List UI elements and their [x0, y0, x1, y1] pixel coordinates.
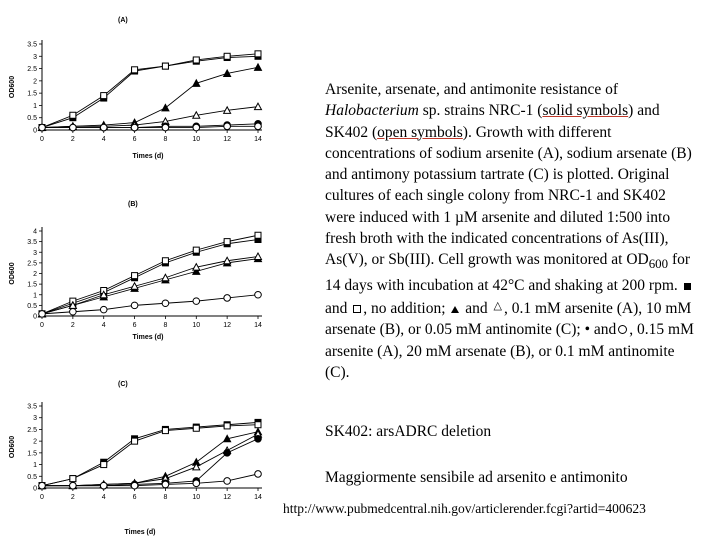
y-tick-label: 2 — [33, 78, 37, 86]
x-tick-label: 0 — [40, 494, 44, 501]
data-point-open-circle — [131, 302, 138, 309]
open-triangle-icon: △ — [493, 300, 502, 313]
data-point-open-square — [162, 258, 168, 264]
y-tick-label: 1 — [33, 102, 37, 110]
y-tick-label: 0 — [33, 127, 37, 135]
x-tick-label: 4 — [101, 322, 106, 329]
x-tick-label: 0 — [40, 136, 44, 143]
caption-dot-icon: • — [584, 321, 591, 339]
data-point-open-square — [132, 273, 138, 279]
data-point-open-square — [70, 476, 76, 482]
caption-and3: and — [590, 321, 617, 339]
y-tick-label: 1 — [33, 462, 37, 470]
x-axis-title: Times (d) — [124, 529, 156, 536]
data-point-open-circle — [193, 298, 200, 305]
data-point-open-square — [224, 423, 230, 429]
y-tick-label: 0.5 — [27, 302, 37, 310]
data-point-open-circle — [70, 308, 77, 315]
data-point-open-circle — [39, 482, 46, 489]
y-axis-title: OD600 — [9, 435, 16, 459]
x-tick-label: 10 — [192, 136, 201, 143]
y-tick-label: 3 — [33, 249, 37, 257]
data-point-open-circle — [131, 124, 138, 131]
data-point-open-circle — [162, 124, 169, 131]
x-tick-label: 8 — [163, 136, 168, 143]
x-tick-label: 10 — [192, 494, 201, 501]
caption-line1: Arsenite, arsenate, and antimonite resistance of — [325, 81, 619, 98]
data-point-filled-circle — [224, 450, 231, 457]
x-axis-title: Times (d) — [132, 153, 164, 160]
panel-label: (A) — [118, 17, 128, 24]
caption-line3a: and SK402 ( — [325, 102, 660, 141]
data-point-open-square — [101, 462, 107, 468]
x-tick-label: 2 — [70, 136, 75, 143]
data-point-open-square — [193, 57, 199, 63]
caption-line2b: ) — [628, 102, 634, 120]
y-tick-label: 2 — [33, 271, 37, 278]
data-point-filled-circle — [255, 436, 262, 443]
data-point-open-circle — [100, 124, 107, 131]
sensitivity-note: Maggiormente sensibile ad arsenito e antimonito — [325, 469, 628, 486]
x-tick-label: 2 — [70, 322, 75, 329]
caption-and2: and — [461, 300, 492, 318]
caption-and1: and — [325, 300, 352, 318]
chart-panel-a — [0, 0, 280, 165]
data-point-open-triangle — [255, 103, 262, 110]
data-point-open-circle — [224, 478, 231, 485]
data-point-open-square — [193, 247, 199, 253]
open-square-icon — [353, 305, 361, 313]
y-tick-label: 0.5 — [27, 115, 37, 123]
panel-label: (B) — [128, 201, 138, 208]
data-point-open-square — [255, 232, 261, 238]
x-tick-label: 12 — [223, 322, 232, 329]
caption-species: Halobacterium — [325, 102, 419, 120]
y-tick-label: 0 — [33, 313, 37, 321]
y-tick-label: 2.5 — [27, 426, 37, 434]
x-tick-label: 14 — [254, 136, 262, 143]
data-point-open-circle — [224, 123, 231, 130]
data-point-open-circle — [162, 481, 169, 488]
x-tick-label: 0 — [40, 322, 44, 329]
figure-caption — [325, 79, 697, 383]
x-tick-label: 8 — [163, 494, 168, 501]
caption-line2a: sp. strains NRC-1 ( — [418, 102, 543, 120]
filled-triangle-icon — [451, 306, 459, 313]
caption-line4: for 14 days with incubation at 42°C and shaking at 200 rpm. — [325, 251, 691, 294]
data-point-open-circle — [255, 123, 262, 130]
y-tick-label: 2 — [33, 438, 37, 446]
caption-solid-symbols: solid symbols — [542, 102, 629, 120]
x-tick-label: 10 — [192, 322, 201, 329]
x-tick-label: 6 — [132, 494, 137, 501]
x-tick-label: 2 — [70, 494, 75, 501]
data-point-open-square — [255, 422, 261, 428]
caption-line3b: ). Growth with different concentrations of sodium arsenite (A), sodium arsenate (B) and antimony potassium tartrate (C) is plotted. Original cultures of each single colony from NRC-1 and SK402 were induced with 1 µM arsenite and diluted 1:500 into fresh broth with the indicated concentrations of As(III), As(V), or Sb(III). Cell growth was monitored at OD — [325, 123, 692, 269]
data-point-open-circle — [193, 480, 200, 487]
x-tick-label: 4 — [101, 494, 106, 501]
y-tick-label: 1.5 — [27, 90, 37, 98]
y-tick-label: 1 — [33, 292, 37, 300]
data-point-open-square — [132, 438, 138, 444]
chart-panel-c — [0, 372, 280, 540]
data-point-open-circle — [224, 295, 231, 302]
x-axis-title: Times (d) — [132, 334, 164, 341]
y-tick-label: 3.5 — [27, 239, 37, 247]
data-point-open-circle — [39, 124, 46, 131]
x-tick-label: 14 — [254, 322, 262, 329]
y-axis-title: OD600 — [9, 262, 16, 285]
y-tick-label: 0.5 — [27, 473, 37, 481]
x-tick-label: 14 — [254, 494, 262, 501]
y-tick-label: 4 — [33, 228, 37, 236]
panel-label: (C) — [118, 381, 128, 388]
x-tick-label: 12 — [223, 494, 232, 501]
y-tick-label: 3.5 — [27, 403, 37, 411]
data-point-open-circle — [193, 124, 200, 131]
y-tick-label: 0 — [33, 485, 37, 493]
data-point-open-triangle — [162, 274, 169, 281]
y-tick-label: 2.5 — [27, 66, 37, 74]
data-point-open-square — [70, 112, 76, 118]
x-tick-label: 6 — [132, 136, 137, 143]
data-point-open-square — [255, 51, 261, 57]
data-point-open-circle — [100, 306, 107, 313]
caption-conc1: , 0.1 mM arsenite (A), 10 mM arsenate (B), or 0.05 mM antinomite (C); — [325, 300, 692, 339]
filled-square-icon — [684, 283, 691, 290]
y-tick-label: 1.5 — [27, 281, 37, 289]
y-tick-label: 1.5 — [27, 450, 37, 458]
source-url[interactable]: http://www.pubmedcentral.nih.gov/articlerender.fcgi?artid=400623 — [283, 501, 646, 516]
x-tick-label: 4 — [101, 136, 106, 143]
data-point-open-square — [224, 239, 230, 245]
y-axis-title: OD600 — [9, 75, 16, 99]
x-tick-label: 12 — [223, 136, 232, 143]
data-point-open-circle — [131, 482, 138, 489]
chart-panel-b — [0, 190, 280, 340]
y-tick-label: 2.5 — [27, 260, 37, 268]
data-point-open-square — [162, 428, 168, 434]
data-point-open-square — [224, 53, 230, 59]
y-tick-label: 3 — [33, 53, 37, 61]
data-point-open-circle — [162, 300, 169, 307]
caption-od-subscript: 600 — [648, 256, 669, 272]
y-tick-label: 3 — [33, 415, 37, 423]
data-point-open-circle — [39, 311, 46, 318]
data-point-open-circle — [100, 482, 107, 489]
data-point-open-square — [101, 93, 107, 99]
caption-conc2: , 0.15 mM arsenite (A), 20 mM arsenate (B), or 0.1 mM antinomite (C). — [325, 321, 694, 381]
data-point-open-square — [193, 425, 199, 431]
data-point-filled-triangle — [255, 64, 262, 71]
caption-open-symbols: open symbols — [377, 123, 463, 141]
data-point-open-circle — [255, 291, 262, 298]
x-tick-label: 6 — [132, 322, 137, 329]
deletion-note: SK402: arsADRC deletion — [325, 423, 492, 440]
data-point-open-circle — [70, 482, 77, 489]
open-circle-icon — [618, 325, 627, 334]
y-tick-label: 3.5 — [27, 41, 37, 49]
data-point-open-square — [162, 63, 168, 69]
data-point-open-square — [132, 67, 138, 73]
data-point-filled-triangle — [193, 80, 200, 87]
data-point-open-triangle — [255, 253, 262, 260]
caption-no-addition: , no addition; — [363, 300, 446, 318]
x-tick-label: 8 — [163, 322, 168, 329]
data-point-open-circle — [255, 471, 262, 478]
data-point-open-circle — [70, 124, 77, 131]
